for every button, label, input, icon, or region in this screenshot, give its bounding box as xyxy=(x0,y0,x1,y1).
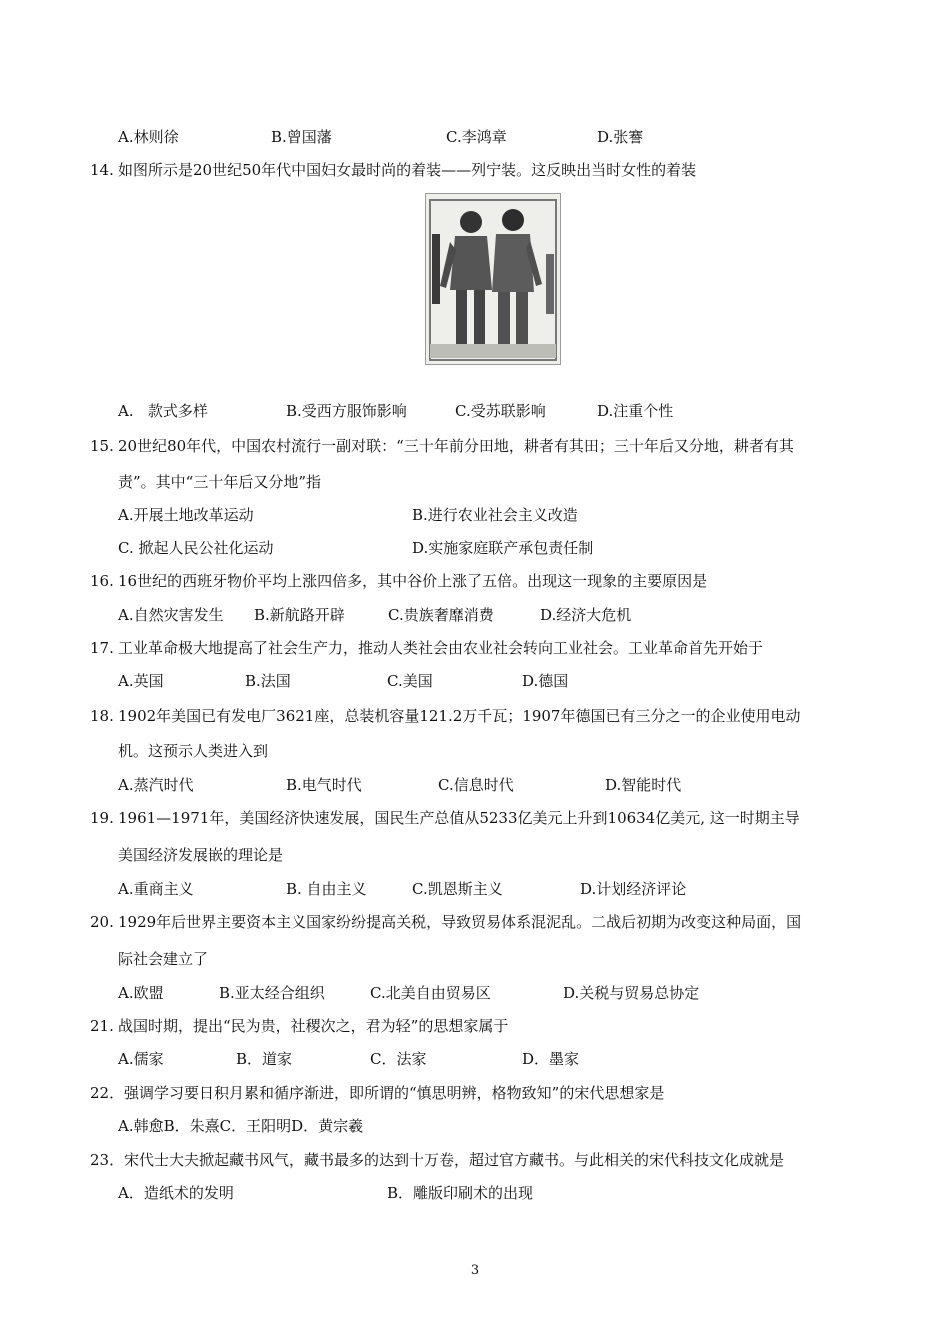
q17-option-d: D.德国 xyxy=(522,672,569,690)
q13-option-c: C.李鸿章 xyxy=(446,128,507,146)
q22-options: A.韩愈B．朱熹C．王阳明D．黄宗羲 xyxy=(118,1117,364,1135)
q15-option-b: B.进行农业社会主义改造 xyxy=(412,506,578,524)
q13-option-b: B.曾国藩 xyxy=(271,128,332,146)
q14-option-c: C.受苏联影响 xyxy=(455,402,546,420)
q23-number: 23． xyxy=(90,1151,125,1169)
q23-stem: 宋代士大夫掀起藏书风气，藏书最多的达到十万卷，超过官方藏书。与此相关的宋代科技文化成就是 xyxy=(124,1151,785,1169)
q16-option-a: A.自然灾害发生 xyxy=(118,606,224,624)
q15-stem-line2: 责”。其中“三十年后又分地”指 xyxy=(118,473,322,491)
q14-option-b: B.受西方服饰影响 xyxy=(286,402,407,420)
q18-option-d: D.智能时代 xyxy=(605,776,682,794)
q15-number: 15. xyxy=(90,437,114,455)
q15-option-c: C. 掀起人民公社化运动 xyxy=(118,539,274,557)
q18-stem-line2: 机。这预示人类进入到 xyxy=(118,742,269,760)
q14-option-a: A. 款式多样 xyxy=(118,402,208,420)
q20-number: 20. xyxy=(90,913,114,931)
q20-option-a: A.欧盟 xyxy=(118,984,164,1002)
q16-option-d: D.经济大危机 xyxy=(540,606,632,624)
q23-option-b: B．雕版印刷术的出现 xyxy=(387,1184,534,1202)
q18-stem-line1: 1902年美国已有发电厂3621座，总装机容量121.2万千瓦；1907年德国已有三分之一的企业使用电动 xyxy=(118,707,801,725)
q15-option-a: A.开展土地改革运动 xyxy=(118,506,254,524)
q18-option-a: A.蒸汽时代 xyxy=(118,776,194,794)
q21-stem: 战国时期，提出“民为贵，社稷次之，君为轻”的思想家属于 xyxy=(118,1017,509,1035)
photo-illustration xyxy=(426,194,560,364)
q15-stem-line1: 20世纪80年代，中国农村流行一副对联：“三十年前分田地，耕者有其田；三十年后又分地，耕者有其 xyxy=(118,437,794,455)
q23-option-a: A．造纸术的发明 xyxy=(118,1184,234,1202)
q17-option-a: A.英国 xyxy=(118,672,164,690)
q19-option-a: A.重商主义 xyxy=(118,880,194,898)
q18-option-c: C.信息时代 xyxy=(438,776,514,794)
q22-stem: 强调学习要日积月累和循序渐进，即所谓的“慎思明辨，格物致知”的宋代思想家是 xyxy=(124,1084,665,1102)
q21-option-a: A.儒家 xyxy=(118,1050,164,1068)
page-number: 3 xyxy=(470,1263,480,1278)
q21-option-d: D．墨家 xyxy=(522,1050,580,1068)
q16-option-b: B.新航路开辟 xyxy=(254,606,345,624)
q17-number: 17. xyxy=(90,639,114,657)
q14-stem: 如图所示是20世纪50年代中国妇女最时尚的着装——列宁装。这反映出当时女性的着装 xyxy=(118,161,697,179)
q19-option-b: B. 自由主义 xyxy=(286,880,367,898)
q17-stem: 工业革命极大地提高了社会生产力，推动人类社会由农业社会转向工业社会。工业革命首先开始于 xyxy=(118,639,764,657)
q17-option-b: B.法国 xyxy=(245,672,291,690)
q13-option-a: A.林则徐 xyxy=(118,128,179,146)
q19-option-d: D.计划经济评论 xyxy=(580,880,687,898)
q18-option-b: B.电气时代 xyxy=(286,776,362,794)
q17-option-c: C.美国 xyxy=(387,672,433,690)
q21-option-b: B．道家 xyxy=(236,1050,293,1068)
q19-number: 19. xyxy=(90,809,114,827)
q14-option-d: D.注重个性 xyxy=(597,402,674,420)
q16-number: 16. xyxy=(90,572,114,590)
q19-stem-line2: 美国经济发展嵌的理论是 xyxy=(118,846,284,864)
q20-option-d: D.关税与贸易总协定 xyxy=(563,984,700,1002)
q20-stem-line1: 1929年后世界主要资本主义国家纷纷提高关税，导致贸易体系混泥乱。二战后初期为改变这种局面，国 xyxy=(118,913,802,931)
q19-option-c: C.凯恩斯主义 xyxy=(412,880,503,898)
q22-number: 22． xyxy=(90,1084,125,1102)
q21-number: 21. xyxy=(90,1017,114,1035)
q18-number: 18. xyxy=(90,707,114,725)
q15-option-d: D.实施家庭联产承包责任制 xyxy=(412,539,594,557)
q19-stem-line1: 1961—1971年，美国经济快速发展，国民生产总值从5233亿美元上升到10634亿美元, 这一时期主导 xyxy=(118,809,800,827)
q13-option-d: D.张謇 xyxy=(597,128,644,146)
q14-number: 14. xyxy=(90,161,114,179)
q20-option-b: B.亚太经合组织 xyxy=(219,984,325,1002)
q16-option-c: C.贵族奢靡消费 xyxy=(388,606,494,624)
q16-stem: 16世纪的西班牙物价平均上涨四倍多，其中谷价上涨了五倍。出现这一现象的主要原因是 xyxy=(118,572,708,590)
q21-option-c: C．法家 xyxy=(370,1050,427,1068)
q20-stem-line2: 际社会建立了 xyxy=(118,950,209,968)
q20-option-c: C.北美自由贸易区 xyxy=(370,984,491,1002)
lenin-suit-photo xyxy=(425,193,561,365)
